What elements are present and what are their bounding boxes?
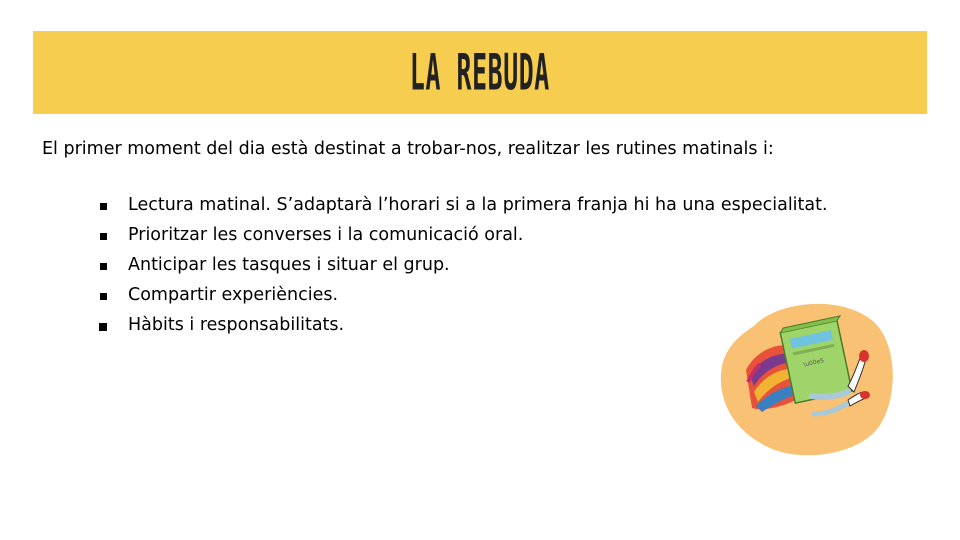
bullet-square-icon [100,203,107,210]
child-reading-book-icon [716,296,896,458]
bullet-text: Hàbits i responsabilitats. [128,315,345,335]
bullet-item [95,225,917,246]
bullet-item [95,255,917,276]
slide-title: LA REBUDA [410,43,550,102]
bullet-text: Compartir experiències. [128,285,339,305]
bullet-square-icon [100,263,107,270]
title-band [33,31,927,114]
bullet-text: Anticipar les tasques i situar el grup. [128,255,450,275]
svg-text:\u00e5: \u00e5 [802,357,825,369]
bullet-square-icon [100,293,107,300]
intro-text: El primer moment del dia està destinat a trobar-nos, realitzar les rutines matinals i: [42,139,774,159]
bullet-square-icon [99,323,107,331]
bullet-square-icon [100,233,107,240]
bullet-text: Lectura matinal. S’adaptarà l’horari si a la primera franja hi ha una especialitat. [128,195,828,215]
bullet-item [95,195,917,216]
bullet-text: Prioritzar les converses i la comunicació oral. [128,225,524,245]
